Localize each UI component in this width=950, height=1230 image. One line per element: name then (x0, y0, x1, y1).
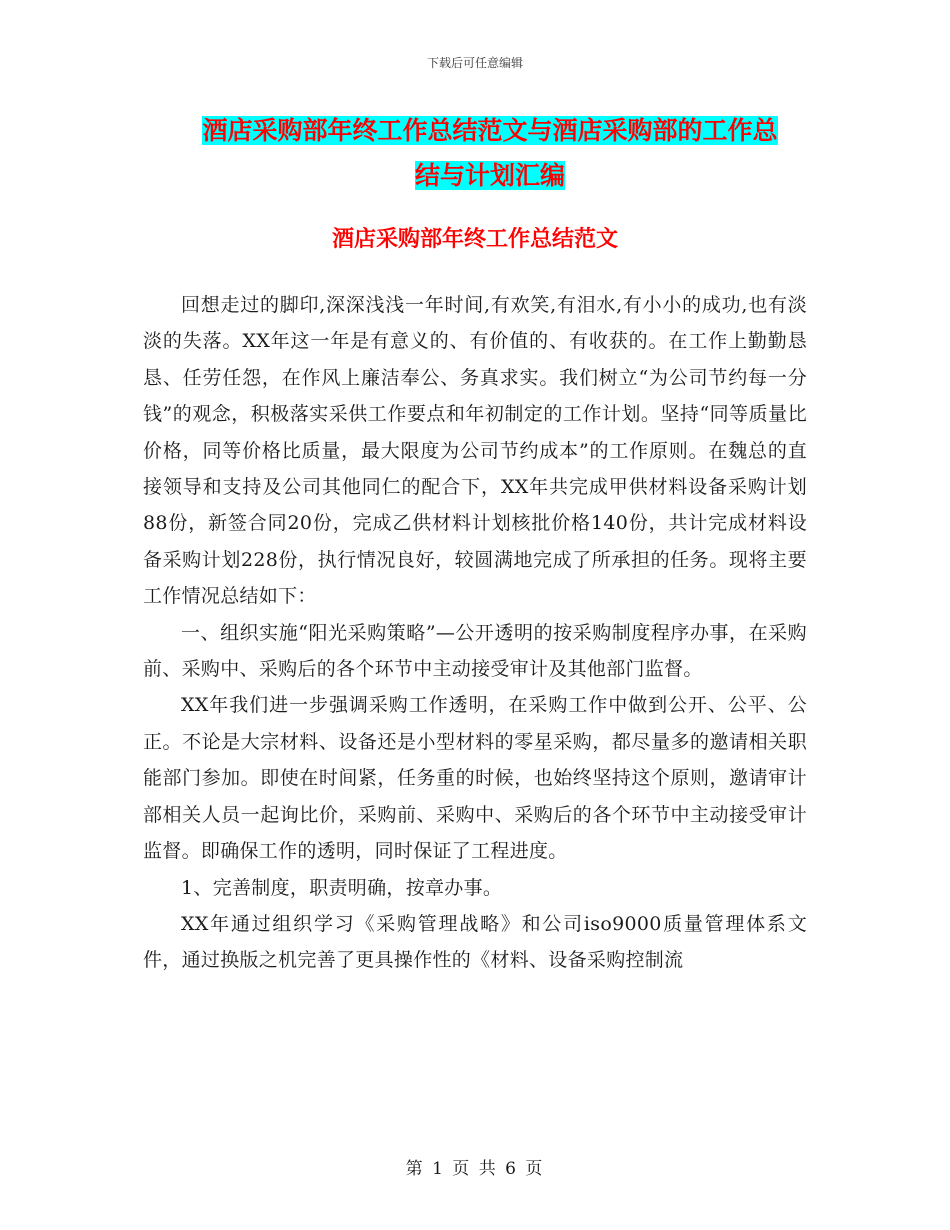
paragraph: XX年通过组织学习《采购管理战略》和公司iso9000质量管理体系文件，通过换版之机完善了更具操作性的《材料、设备采购控制流 (143, 912, 807, 972)
section-title: 酒店采购部年终工作总结范文 (331, 227, 618, 252)
document-title (140, 108, 840, 198)
paragraph: 一、组织实施“阳光采购策略”—公开透明的按采购制度程序办事，在采购前、采购中、采购后的各个环节中主动接受审计及其他部门监督。 (143, 621, 807, 681)
header-note: 下载后可任意编辑 (426, 56, 523, 70)
paragraph: XX年我们进一步强调采购工作透明，在采购工作中做到公开、公平、公正。不论是大宗材料、设备还是小型材料的零星采购，都尽量多的邀请相关职能部门参加。即使在时间紧，任务重的时候，也始终坚持这个原则，邀请审计部相关人员一起询比价，采购前、采购中、采购后的各个环节中主动接受审计监督。即确保工作的透明，同时保证了工程进度。 (143, 694, 807, 863)
document-title-line-2: 结与计划汇编 (414, 161, 565, 190)
paragraph: 1、完善制度，职责明确，按章办事。 (181, 876, 503, 899)
document-title-line-1: 酒店采购部年终工作总结范文与酒店采购部的工作总 (202, 116, 778, 145)
body-text (143, 287, 807, 979)
paragraph: 回想走过的脚印,深深浅浅一年时间,有欢笑,有泪水,有小小的成功,也有淡淡的失落。XX年这一年是有意义的、有价值的、有收获的。在工作上勤勤恳恳、任劳任怨，在作风上廉洁奉公、务真求实。我们树立“为公司节约每一分钱”的观念，积极落实采供工作要点和年初制定的工作计划。坚持“同等质量比价格，同等价格比质量，最大限度为公司节约成本”的工作原则。在魏总的直接领导和支持及公司其他同仁的配合下，XX年共完成甲供材料设备采购计划88份，新签合同20份，完成乙供材料计划核批价格140份，共计完成材料设备采购计划228份，执行情况良好，较圆满地完成了所承担的任务。现将主要工作情况总结如下： (143, 294, 807, 608)
page-indicator: 第 1 页 共 6 页 (405, 1159, 545, 1179)
